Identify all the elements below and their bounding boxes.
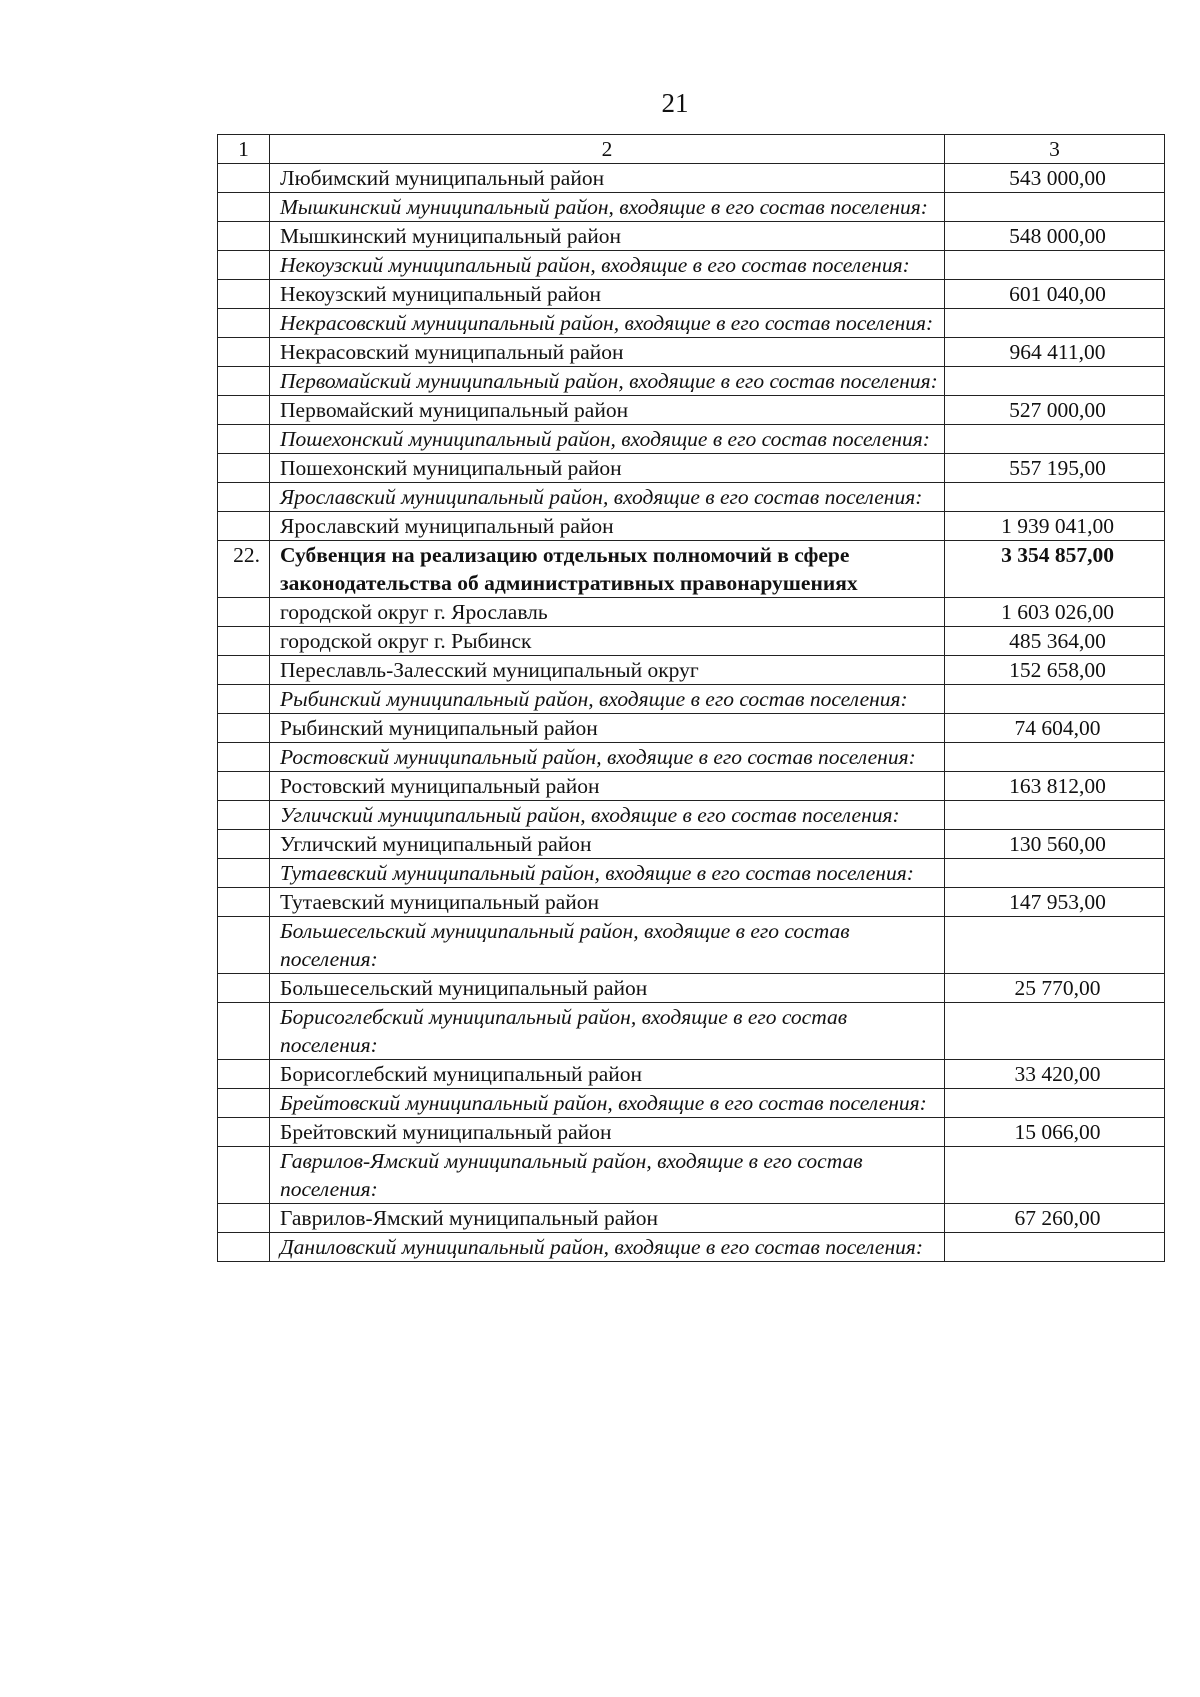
table-row (218, 714, 1165, 743)
amount-cell: 557 195,00 (945, 454, 1165, 483)
row-number-cell (218, 396, 270, 425)
table-row (218, 367, 1165, 396)
row-number-cell (218, 1060, 270, 1089)
amount-cell: 964 411,00 (945, 338, 1165, 367)
row-number-cell (218, 1233, 270, 1262)
amount-cell (945, 743, 1165, 772)
recipient-name-cell: Некрасовский муниципальный район (270, 338, 945, 367)
row-number-cell (218, 627, 270, 656)
amount-cell (945, 367, 1165, 396)
subgroup-heading-cell: Гаврилов-Ямский муниципальный район, входящие в его состав поселения: (270, 1147, 945, 1204)
amount-cell (945, 917, 1165, 974)
row-number-cell (218, 251, 270, 280)
table-row (218, 338, 1165, 367)
subgroup-heading-cell: Тутаевский муниципальный район, входящие в его состав поселения: (270, 859, 945, 888)
recipient-name-cell: Пошехонский муниципальный район (270, 454, 945, 483)
row-number-cell (218, 888, 270, 917)
subgroup-heading-cell: Пошехонский муниципальный район, входящие в его состав поселения: (270, 425, 945, 454)
row-number-cell (218, 598, 270, 627)
row-number-cell (218, 685, 270, 714)
row-number-cell (218, 859, 270, 888)
subgroup-heading-cell: Угличский муниципальный район, входящие в его состав поселения: (270, 801, 945, 830)
row-number-cell (218, 367, 270, 396)
row-number-cell (218, 1118, 270, 1147)
table-row (218, 164, 1165, 193)
recipient-name-cell: Угличский муниципальный район (270, 830, 945, 859)
amount-cell: 74 604,00 (945, 714, 1165, 743)
table-row (218, 512, 1165, 541)
table-row (218, 309, 1165, 338)
amount-cell: 15 066,00 (945, 1118, 1165, 1147)
row-number-cell: 22. (218, 541, 270, 598)
recipient-name-cell: Гаврилов-Ямский муниципальный район (270, 1204, 945, 1233)
row-number-cell (218, 512, 270, 541)
recipient-name-cell: Тутаевский муниципальный район (270, 888, 945, 917)
subgroup-heading-cell: Большесельский муниципальный район, входящие в его состав поселения: (270, 917, 945, 974)
table-row (218, 656, 1165, 685)
row-number-cell (218, 309, 270, 338)
amount-cell: 163 812,00 (945, 772, 1165, 801)
subgroup-heading-cell: Ярославский муниципальный район, входящие в его состав поселения: (270, 483, 945, 512)
row-number-cell (218, 338, 270, 367)
amount-cell (945, 685, 1165, 714)
table-body (218, 135, 1165, 1262)
recipient-name-cell: Некоузский муниципальный район (270, 280, 945, 309)
table-header-row (218, 135, 1165, 164)
row-number-cell (218, 280, 270, 309)
row-number-cell (218, 917, 270, 974)
table-row (218, 888, 1165, 917)
recipient-name-cell: Борисоглебский муниципальный район (270, 1060, 945, 1089)
amount-cell: 527 000,00 (945, 396, 1165, 425)
recipient-name-cell: городской округ г. Ярославль (270, 598, 945, 627)
table-row (218, 598, 1165, 627)
table-row (218, 193, 1165, 222)
table-row (218, 1060, 1165, 1089)
table-row (218, 541, 1165, 598)
amount-cell (945, 251, 1165, 280)
table-row (218, 222, 1165, 251)
row-number-cell (218, 425, 270, 454)
table-row (218, 280, 1165, 309)
recipient-name-cell: Большесельский муниципальный район (270, 974, 945, 1003)
recipient-name-cell: Ростовский муниципальный район (270, 772, 945, 801)
table-row (218, 251, 1165, 280)
subgroup-heading-cell: Рыбинский муниципальный район, входящие в его состав поселения: (270, 685, 945, 714)
amount-cell (945, 801, 1165, 830)
recipient-name-cell: Любимский муниципальный район (270, 164, 945, 193)
amount-cell (945, 1233, 1165, 1262)
recipient-name-cell: Переславль-Залесский муниципальный округ (270, 656, 945, 685)
table-row (218, 454, 1165, 483)
row-number-cell (218, 222, 270, 251)
row-number-cell (218, 454, 270, 483)
table-row (218, 396, 1165, 425)
amount-cell (945, 859, 1165, 888)
amount-cell (945, 309, 1165, 338)
amount-cell (945, 1147, 1165, 1204)
row-number-cell (218, 1204, 270, 1233)
row-number-cell (218, 193, 270, 222)
table-row (218, 627, 1165, 656)
subgroup-heading-cell: Ростовский муниципальный район, входящие в его состав поселения: (270, 743, 945, 772)
recipient-name-cell: городской округ г. Рыбинск (270, 627, 945, 656)
header-col-3: 3 (945, 135, 1165, 164)
row-number-cell (218, 743, 270, 772)
page-number: 21 (661, 88, 689, 118)
row-number-cell (218, 830, 270, 859)
amount-cell (945, 1089, 1165, 1118)
table-row (218, 425, 1165, 454)
amount-cell: 67 260,00 (945, 1204, 1165, 1233)
row-number-cell (218, 1089, 270, 1118)
table-row (218, 1204, 1165, 1233)
row-number-cell (218, 772, 270, 801)
subgroup-heading-cell: Некрасовский муниципальный район, входящие в его состав поселения: (270, 309, 945, 338)
amount-cell (945, 425, 1165, 454)
row-number-cell (218, 974, 270, 1003)
amount-cell: 601 040,00 (945, 280, 1165, 309)
subgroup-heading-cell: Некоузский муниципальный район, входящие в его состав поселения: (270, 251, 945, 280)
header-col-2: 2 (270, 135, 945, 164)
subgroup-heading-cell: Борисоглебский муниципальный район, входящие в его состав поселения: (270, 1003, 945, 1060)
amount-cell: 1 603 026,00 (945, 598, 1165, 627)
recipient-name-cell: Мышкинский муниципальный район (270, 222, 945, 251)
table-row (218, 801, 1165, 830)
recipient-name-cell: Рыбинский муниципальный район (270, 714, 945, 743)
table-row (218, 1089, 1165, 1118)
amount-cell: 3 354 857,00 (945, 541, 1165, 598)
recipient-name-cell: Брейтовский муниципальный район (270, 1118, 945, 1147)
amount-cell: 25 770,00 (945, 974, 1165, 1003)
row-number-cell (218, 164, 270, 193)
amount-cell: 548 000,00 (945, 222, 1165, 251)
subgroup-heading-cell: Мышкинский муниципальный район, входящие в его состав поселения: (270, 193, 945, 222)
table-row (218, 772, 1165, 801)
amount-cell: 1 939 041,00 (945, 512, 1165, 541)
header-col-1: 1 (218, 135, 270, 164)
subgroup-heading-cell: Брейтовский муниципальный район, входящие в его состав поселения: (270, 1089, 945, 1118)
amount-cell: 130 560,00 (945, 830, 1165, 859)
row-number-cell (218, 656, 270, 685)
recipient-name-cell: Ярославский муниципальный район (270, 512, 945, 541)
row-number-cell (218, 1003, 270, 1060)
table-row (218, 1118, 1165, 1147)
amount-cell (945, 483, 1165, 512)
amount-cell (945, 1003, 1165, 1060)
table-row (218, 1147, 1165, 1204)
subgroup-heading-cell: Даниловский муниципальный район, входящие в его состав поселения: (270, 1233, 945, 1262)
amount-cell: 543 000,00 (945, 164, 1165, 193)
amount-cell: 152 658,00 (945, 656, 1165, 685)
row-number-cell (218, 801, 270, 830)
row-number-cell (218, 1147, 270, 1204)
table-row (218, 830, 1165, 859)
amount-cell: 33 420,00 (945, 1060, 1165, 1089)
table-row (218, 917, 1165, 974)
amount-cell: 147 953,00 (945, 888, 1165, 917)
recipient-name-cell: Первомайский муниципальный район (270, 396, 945, 425)
subgroup-heading-cell: Первомайский муниципальный район, входящие в его состав поселения: (270, 367, 945, 396)
table-row (218, 1003, 1165, 1060)
row-number-cell (218, 483, 270, 512)
amount-cell (945, 193, 1165, 222)
table-row (218, 859, 1165, 888)
table-row (218, 483, 1165, 512)
section-title-cell: Субвенция на реализацию отдельных полномочий в сфере законодательства об административных правонарушениях (270, 541, 945, 598)
allocation-table (217, 134, 1165, 1262)
amount-cell: 485 364,00 (945, 627, 1165, 656)
table-row (218, 743, 1165, 772)
table-row (218, 1233, 1165, 1262)
table-row (218, 974, 1165, 1003)
row-number-cell (218, 714, 270, 743)
table-row (218, 685, 1165, 714)
